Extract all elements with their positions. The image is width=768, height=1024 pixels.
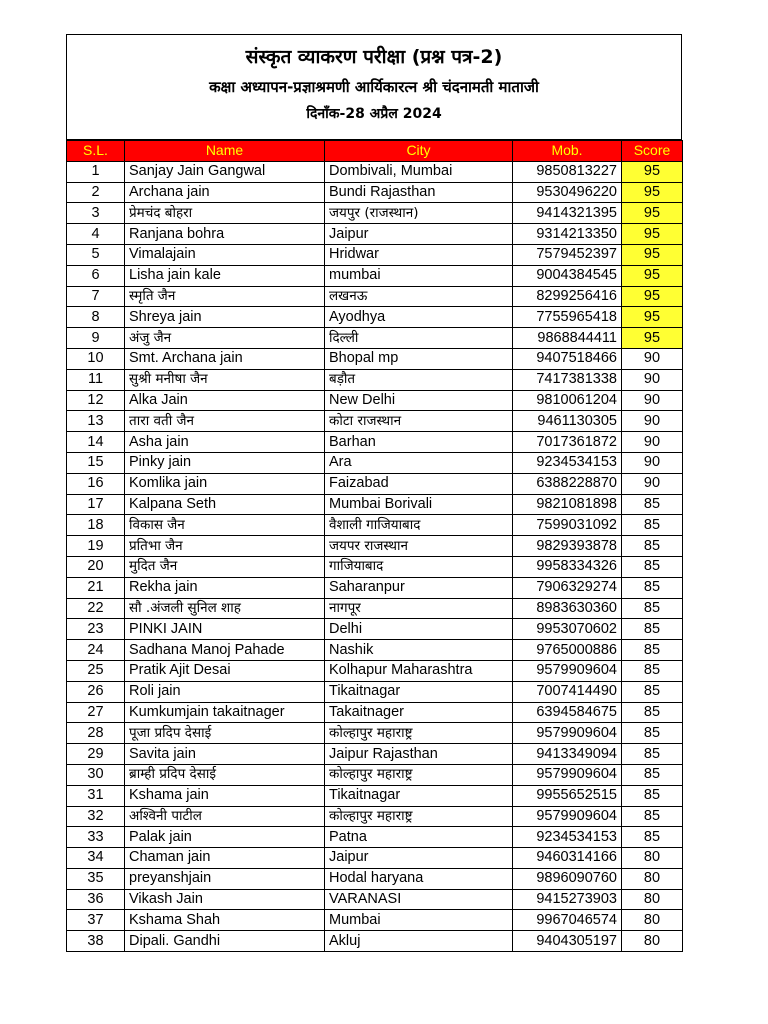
row-city-cell: Dombivali, Mumbai xyxy=(325,161,513,182)
row-mob-cell: 9821081898 xyxy=(513,494,622,515)
sheet-header xyxy=(66,34,682,140)
row-score-cell: 95 xyxy=(622,182,683,203)
row-mob-cell: 9958334326 xyxy=(513,556,622,577)
row-name-cell: Vikash Jain xyxy=(125,889,325,910)
row-name-cell: ब्राम्ही प्रदिप देसाई xyxy=(125,764,325,785)
row-sl-cell: 14 xyxy=(67,432,125,453)
row-sl-cell: 38 xyxy=(67,931,125,952)
row-city-cell: Nashik xyxy=(325,640,513,661)
table-row xyxy=(67,848,683,869)
row-mob-cell: 6388228870 xyxy=(513,473,622,494)
table-row xyxy=(67,681,683,702)
row-mob-cell: 7579452397 xyxy=(513,244,622,265)
row-sl-cell: 2 xyxy=(67,182,125,203)
row-mob-cell: 9765000886 xyxy=(513,640,622,661)
row-name-cell: Palak jain xyxy=(125,827,325,848)
row-name-cell: सुश्री मनीषा जैन xyxy=(125,369,325,390)
table-row xyxy=(67,598,683,619)
row-score-cell: 80 xyxy=(622,889,683,910)
row-sl-cell: 11 xyxy=(67,369,125,390)
row-city-cell: बड़ौत xyxy=(325,369,513,390)
row-city-cell: कोल्हापुर महाराष्ट्र xyxy=(325,723,513,744)
row-sl-cell: 22 xyxy=(67,598,125,619)
row-mob-cell: 9234534153 xyxy=(513,827,622,848)
row-score-cell: 85 xyxy=(622,536,683,557)
table-row xyxy=(67,328,683,349)
row-name-cell: Lisha jain kale xyxy=(125,265,325,286)
row-score-cell: 85 xyxy=(622,806,683,827)
row-mob-cell: 9829393878 xyxy=(513,536,622,557)
row-sl-cell: 4 xyxy=(67,224,125,245)
row-mob-cell: 6394584675 xyxy=(513,702,622,723)
column-header-name: Name xyxy=(125,141,325,162)
row-mob-cell: 9850813227 xyxy=(513,161,622,182)
table-row xyxy=(67,161,683,182)
row-sl-cell: 13 xyxy=(67,411,125,432)
row-sl-cell: 21 xyxy=(67,577,125,598)
row-mob-cell: 9579909604 xyxy=(513,723,622,744)
row-name-cell: Kumkumjain takaitnager xyxy=(125,702,325,723)
row-score-cell: 90 xyxy=(622,411,683,432)
row-mob-cell: 7906329274 xyxy=(513,577,622,598)
row-score-cell: 95 xyxy=(622,307,683,328)
row-score-cell: 95 xyxy=(622,203,683,224)
row-mob-cell: 7017361872 xyxy=(513,432,622,453)
row-mob-cell: 9579909604 xyxy=(513,764,622,785)
row-city-cell: Hodal haryana xyxy=(325,868,513,889)
row-name-cell: Smt. Archana jain xyxy=(125,348,325,369)
row-city-cell: Bundi Rajasthan xyxy=(325,182,513,203)
row-score-cell: 95 xyxy=(622,265,683,286)
row-sl-cell: 26 xyxy=(67,681,125,702)
row-name-cell: Savita jain xyxy=(125,744,325,765)
row-score-cell: 80 xyxy=(622,868,683,889)
row-score-cell: 85 xyxy=(622,827,683,848)
row-name-cell: अंजु जैन xyxy=(125,328,325,349)
table-row xyxy=(67,889,683,910)
row-name-cell: Archana jain xyxy=(125,182,325,203)
row-city-cell: Mumbai Borivali xyxy=(325,494,513,515)
row-name-cell: Sanjay Jain Gangwal xyxy=(125,161,325,182)
row-sl-cell: 37 xyxy=(67,910,125,931)
row-mob-cell: 9413349094 xyxy=(513,744,622,765)
table-row xyxy=(67,785,683,806)
row-sl-cell: 19 xyxy=(67,536,125,557)
row-mob-cell: 9530496220 xyxy=(513,182,622,203)
results-table xyxy=(66,140,683,952)
row-city-cell: Tikaitnagar xyxy=(325,681,513,702)
row-sl-cell: 29 xyxy=(67,744,125,765)
row-name-cell: preyanshjain xyxy=(125,868,325,889)
table-row xyxy=(67,910,683,931)
row-sl-cell: 34 xyxy=(67,848,125,869)
row-city-cell: Hridwar xyxy=(325,244,513,265)
exam-title: संस्कृत व्याकरण परीक्षा (प्रश्न पत्र-2) xyxy=(245,46,503,68)
row-city-cell: New Delhi xyxy=(325,390,513,411)
row-name-cell: प्रतिभा जैन xyxy=(125,536,325,557)
row-city-cell: Ara xyxy=(325,452,513,473)
row-name-cell: Roli jain xyxy=(125,681,325,702)
row-mob-cell: 9579909604 xyxy=(513,806,622,827)
row-sl-cell: 10 xyxy=(67,348,125,369)
row-city-cell: Ayodhya xyxy=(325,307,513,328)
row-mob-cell: 9415273903 xyxy=(513,889,622,910)
column-header-city: City xyxy=(325,141,513,162)
row-sl-cell: 8 xyxy=(67,307,125,328)
row-score-cell: 85 xyxy=(622,556,683,577)
table-row xyxy=(67,515,683,536)
row-score-cell: 90 xyxy=(622,348,683,369)
row-sl-cell: 15 xyxy=(67,452,125,473)
table-row xyxy=(67,390,683,411)
row-score-cell: 85 xyxy=(622,681,683,702)
row-mob-cell: 9404305197 xyxy=(513,931,622,952)
row-city-cell: Jaipur Rajasthan xyxy=(325,744,513,765)
table-header-row xyxy=(67,141,683,162)
row-sl-cell: 3 xyxy=(67,203,125,224)
row-score-cell: 85 xyxy=(622,744,683,765)
row-city-cell: लखनऊ xyxy=(325,286,513,307)
row-city-cell: Saharanpur xyxy=(325,577,513,598)
row-mob-cell: 9868844411 xyxy=(513,328,622,349)
row-name-cell: Asha jain xyxy=(125,432,325,453)
row-name-cell: पूजा प्रदिप देसाई xyxy=(125,723,325,744)
row-score-cell: 85 xyxy=(622,723,683,744)
row-score-cell: 90 xyxy=(622,473,683,494)
row-city-cell: कोल्हापुर महाराष्ट्र xyxy=(325,806,513,827)
row-sl-cell: 36 xyxy=(67,889,125,910)
row-sl-cell: 35 xyxy=(67,868,125,889)
class-subtitle: कक्षा अध्यापन-प्रज्ञाश्रमणी आर्यिकारत्न श्री चंदनामती माताजी xyxy=(209,78,539,96)
row-city-cell: Delhi xyxy=(325,619,513,640)
column-header-mob: Mob. xyxy=(513,141,622,162)
table-row xyxy=(67,577,683,598)
row-sl-cell: 30 xyxy=(67,764,125,785)
row-sl-cell: 32 xyxy=(67,806,125,827)
column-header-sl: S.L. xyxy=(67,141,125,162)
row-city-cell: जयपुर (राजस्थान) xyxy=(325,203,513,224)
row-mob-cell: 8299256416 xyxy=(513,286,622,307)
row-name-cell: Pinky jain xyxy=(125,452,325,473)
row-name-cell: Kshama jain xyxy=(125,785,325,806)
row-sl-cell: 9 xyxy=(67,328,125,349)
row-mob-cell: 9234534153 xyxy=(513,452,622,473)
row-city-cell: गाजियाबाद xyxy=(325,556,513,577)
row-city-cell: वैशाली गाजियाबाद xyxy=(325,515,513,536)
row-score-cell: 90 xyxy=(622,432,683,453)
row-mob-cell: 7599031092 xyxy=(513,515,622,536)
row-sl-cell: 27 xyxy=(67,702,125,723)
row-mob-cell: 7007414490 xyxy=(513,681,622,702)
row-sl-cell: 16 xyxy=(67,473,125,494)
row-name-cell: Alka Jain xyxy=(125,390,325,411)
row-mob-cell: 9896090760 xyxy=(513,868,622,889)
row-score-cell: 80 xyxy=(622,848,683,869)
table-row xyxy=(67,723,683,744)
row-mob-cell: 7417381338 xyxy=(513,369,622,390)
table-row xyxy=(67,494,683,515)
row-name-cell: Pratik Ajit Desai xyxy=(125,660,325,681)
row-sl-cell: 28 xyxy=(67,723,125,744)
exam-date: दिनाँक-28 अप्रैल 2024 xyxy=(306,106,442,122)
row-score-cell: 90 xyxy=(622,452,683,473)
row-sl-cell: 17 xyxy=(67,494,125,515)
table-row xyxy=(67,203,683,224)
row-name-cell: Kshama Shah xyxy=(125,910,325,931)
row-score-cell: 85 xyxy=(622,598,683,619)
row-name-cell: सौ .अंजली सुनिल शाह xyxy=(125,598,325,619)
row-score-cell: 95 xyxy=(622,224,683,245)
table-row xyxy=(67,744,683,765)
row-sl-cell: 33 xyxy=(67,827,125,848)
row-city-cell: mumbai xyxy=(325,265,513,286)
row-name-cell: Kalpana Seth xyxy=(125,494,325,515)
row-name-cell: Shreya jain xyxy=(125,307,325,328)
table-row xyxy=(67,827,683,848)
table-row xyxy=(67,411,683,432)
row-city-cell: Faizabad xyxy=(325,473,513,494)
row-city-cell: VARANASI xyxy=(325,889,513,910)
table-row xyxy=(67,224,683,245)
row-city-cell: Barhan xyxy=(325,432,513,453)
row-name-cell: अश्विनी पाटील xyxy=(125,806,325,827)
row-name-cell: विकास जैन xyxy=(125,515,325,536)
row-score-cell: 95 xyxy=(622,286,683,307)
row-city-cell: Bhopal mp xyxy=(325,348,513,369)
table-row xyxy=(67,764,683,785)
table-row xyxy=(67,806,683,827)
row-name-cell: PINKI JAIN xyxy=(125,619,325,640)
row-sl-cell: 7 xyxy=(67,286,125,307)
row-score-cell: 90 xyxy=(622,369,683,390)
row-score-cell: 85 xyxy=(622,515,683,536)
row-sl-cell: 18 xyxy=(67,515,125,536)
row-mob-cell: 9407518466 xyxy=(513,348,622,369)
row-city-cell: Patna xyxy=(325,827,513,848)
row-score-cell: 85 xyxy=(622,660,683,681)
row-score-cell: 90 xyxy=(622,390,683,411)
row-sl-cell: 23 xyxy=(67,619,125,640)
row-city-cell: नागपूर xyxy=(325,598,513,619)
table-row xyxy=(67,473,683,494)
table-row xyxy=(67,432,683,453)
table-row xyxy=(67,286,683,307)
row-mob-cell: 9810061204 xyxy=(513,390,622,411)
row-sl-cell: 20 xyxy=(67,556,125,577)
table-row xyxy=(67,556,683,577)
score-sheet xyxy=(66,34,682,952)
row-mob-cell: 9579909604 xyxy=(513,660,622,681)
row-name-cell: स्मृति जैन xyxy=(125,286,325,307)
row-name-cell: Dipali. Gandhi xyxy=(125,931,325,952)
row-name-cell: Rekha jain xyxy=(125,577,325,598)
row-sl-cell: 1 xyxy=(67,161,125,182)
row-score-cell: 95 xyxy=(622,161,683,182)
table-row xyxy=(67,307,683,328)
row-score-cell: 80 xyxy=(622,910,683,931)
row-score-cell: 85 xyxy=(622,494,683,515)
row-mob-cell: 9461130305 xyxy=(513,411,622,432)
row-sl-cell: 31 xyxy=(67,785,125,806)
row-city-cell: Mumbai xyxy=(325,910,513,931)
row-score-cell: 85 xyxy=(622,764,683,785)
row-name-cell: प्रेमचंद बोहरा xyxy=(125,203,325,224)
row-mob-cell: 9314213350 xyxy=(513,224,622,245)
row-score-cell: 95 xyxy=(622,328,683,349)
table-row xyxy=(67,931,683,952)
row-name-cell: Ranjana bohra xyxy=(125,224,325,245)
row-score-cell: 85 xyxy=(622,702,683,723)
table-row xyxy=(67,868,683,889)
row-city-cell: Jaipur xyxy=(325,848,513,869)
row-name-cell: Sadhana Manoj Pahade xyxy=(125,640,325,661)
row-sl-cell: 12 xyxy=(67,390,125,411)
row-city-cell: Akluj xyxy=(325,931,513,952)
row-city-cell: जयपर राजस्थान xyxy=(325,536,513,557)
row-sl-cell: 6 xyxy=(67,265,125,286)
row-score-cell: 80 xyxy=(622,931,683,952)
row-sl-cell: 5 xyxy=(67,244,125,265)
row-score-cell: 85 xyxy=(622,640,683,661)
table-row xyxy=(67,244,683,265)
row-mob-cell: 9460314166 xyxy=(513,848,622,869)
row-score-cell: 85 xyxy=(622,785,683,806)
row-city-cell: Tikaitnagar xyxy=(325,785,513,806)
row-mob-cell: 9004384545 xyxy=(513,265,622,286)
table-row xyxy=(67,702,683,723)
row-name-cell: Chaman jain xyxy=(125,848,325,869)
table-row xyxy=(67,369,683,390)
table-row xyxy=(67,660,683,681)
row-name-cell: तारा वती जैन xyxy=(125,411,325,432)
row-mob-cell: 8983630360 xyxy=(513,598,622,619)
table-row xyxy=(67,640,683,661)
column-header-score: Score xyxy=(622,141,683,162)
row-city-cell: कोटा राजस्थान xyxy=(325,411,513,432)
table-row xyxy=(67,348,683,369)
row-name-cell: Komlika jain xyxy=(125,473,325,494)
table-row xyxy=(67,452,683,473)
row-score-cell: 85 xyxy=(622,577,683,598)
row-mob-cell: 9414321395 xyxy=(513,203,622,224)
row-score-cell: 95 xyxy=(622,244,683,265)
table-row xyxy=(67,619,683,640)
row-city-cell: Jaipur xyxy=(325,224,513,245)
row-city-cell: Kolhapur Maharashtra xyxy=(325,660,513,681)
row-mob-cell: 9967046574 xyxy=(513,910,622,931)
table-row xyxy=(67,182,683,203)
row-score-cell: 85 xyxy=(622,619,683,640)
row-mob-cell: 9955652515 xyxy=(513,785,622,806)
row-mob-cell: 7755965418 xyxy=(513,307,622,328)
row-city-cell: Takaitnager xyxy=(325,702,513,723)
row-name-cell: मुदित जैन xyxy=(125,556,325,577)
table-row xyxy=(67,536,683,557)
row-sl-cell: 25 xyxy=(67,660,125,681)
row-sl-cell: 24 xyxy=(67,640,125,661)
row-mob-cell: 9953070602 xyxy=(513,619,622,640)
table-row xyxy=(67,265,683,286)
row-city-cell: कोल्हापुर महाराष्ट्र xyxy=(325,764,513,785)
row-city-cell: दिल्ली xyxy=(325,328,513,349)
row-name-cell: Vimalajain xyxy=(125,244,325,265)
